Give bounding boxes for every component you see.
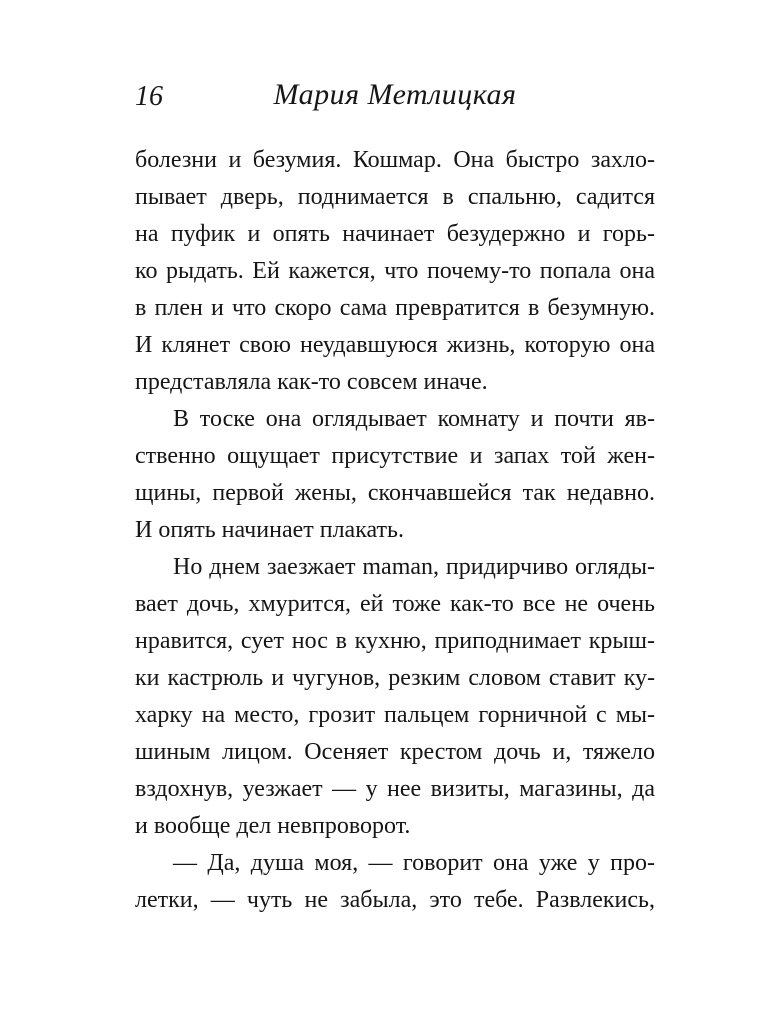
text-line: на пуфик и опять начинает безудержно и горь- bbox=[135, 221, 655, 247]
text-line: представляла как-то совсем иначе. bbox=[135, 369, 488, 395]
text-line: болезни и безумия. Кошмар. Она быстро захло- bbox=[135, 147, 655, 173]
paragraph bbox=[135, 845, 655, 919]
text-line: вает дочь, хмурится, ей тоже как-то все не очень bbox=[135, 591, 655, 617]
text-line: и вообще дел невпроворот. bbox=[135, 813, 411, 839]
text-line: — Да, душа моя, — говорит она уже у про- bbox=[173, 850, 655, 876]
text-line: И опять начинает плакать. bbox=[135, 517, 404, 543]
text-line: в плен и что скоро сама превратится в безумную. bbox=[135, 295, 655, 321]
text-line: ко рыдать. Ей кажется, что почему-то попала она bbox=[135, 258, 655, 284]
text-line: И клянет свою неудавшуюся жизнь, которую она bbox=[135, 332, 655, 358]
text-line: харку на место, грозит пальцем горничной с мы- bbox=[135, 702, 655, 728]
text-line: щины, первой жены, скончавшейся так недавно. bbox=[135, 480, 655, 506]
text-line: В тоске она оглядывает комнату и почти яв- bbox=[173, 406, 655, 432]
text-line: вздохнув, уезжает — у нее визиты, магазины, да bbox=[135, 776, 655, 802]
text-line: пывает дверь, поднимается в спальню, садится bbox=[135, 184, 655, 210]
paragraph bbox=[135, 549, 655, 845]
text-line: ственно ощущает присутствие и запах той жен- bbox=[135, 443, 655, 469]
paragraph bbox=[135, 142, 655, 401]
text-line: нравится, сует нос в кухню, приподнимает крыш- bbox=[135, 628, 655, 654]
running-title: Мария Метлицкая bbox=[273, 78, 517, 111]
body-text bbox=[135, 142, 655, 919]
page-header bbox=[135, 76, 655, 118]
text-line: Но днем заезжает maman, придирчиво огляды- bbox=[173, 554, 655, 580]
text-line: шиным лицом. Осеняет крестом дочь и, тяжело bbox=[135, 739, 655, 765]
text-line: летки, — чуть не забыла, это тебе. Развлекись, bbox=[135, 887, 655, 913]
text-line: ки кастрюль и чугунов, резким словом ставит ку- bbox=[135, 665, 655, 691]
page-number: 16 bbox=[135, 81, 163, 112]
paragraph bbox=[135, 401, 655, 549]
